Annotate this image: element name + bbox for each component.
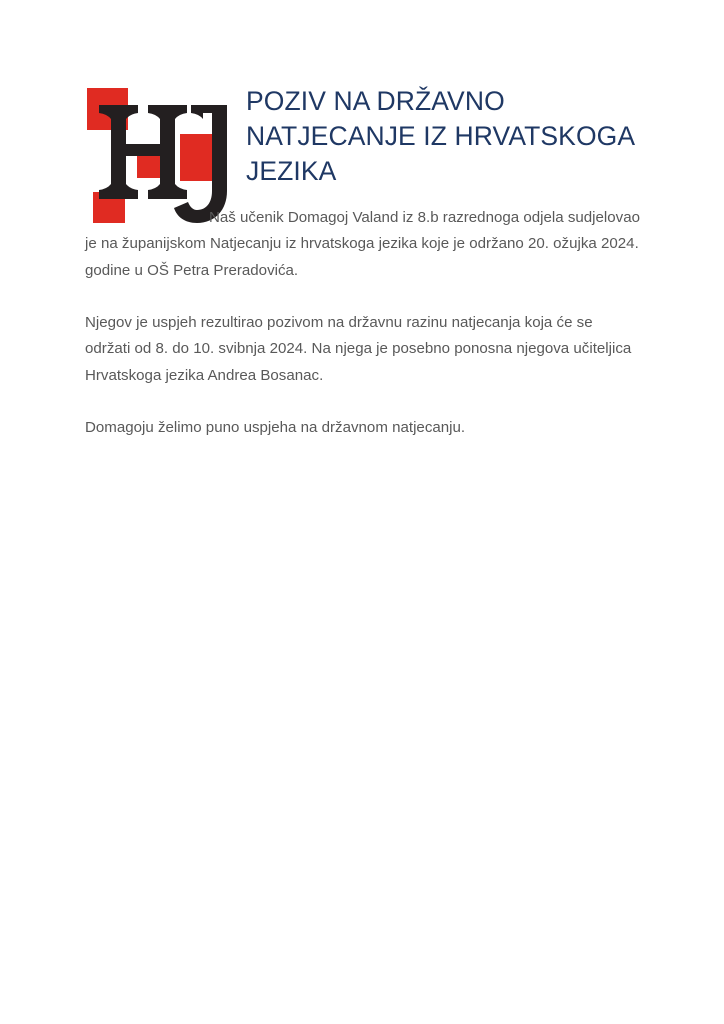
body-paragraph-2: Njegov je uspjeh rezultirao pozivom na državnu razinu natjecanja koja će se održati od 8. do 10. svibnja 2024. Na njega je posebno ponosna njegova učiteljica Hrvatskoga jezika Andrea Bosanac. [85, 314, 632, 384]
paragraph-spacer [85, 389, 641, 415]
body-paragraph-3: Domagoju želimo puno uspjeha na državnom natjecanju. [85, 419, 466, 437]
body-paragraph-1: Naš učenik Domagoj Valand iz 8.b razrednoga odjela sudjelovao je na županijskom Natjecanju iz hrvatskoga jezika koje je održano 20. ožujka 2024. godine u OŠ Petra Preradovića. [85, 209, 640, 279]
paragraph-spacer [85, 284, 641, 310]
logo-letter-h [99, 105, 187, 199]
document-body [85, 205, 641, 442]
document-header [0, 0, 724, 232]
page-title: POZIV NA DRŽAVNO NATJECANJE IZ HRVATSKOGA JEZIKA [246, 86, 634, 186]
